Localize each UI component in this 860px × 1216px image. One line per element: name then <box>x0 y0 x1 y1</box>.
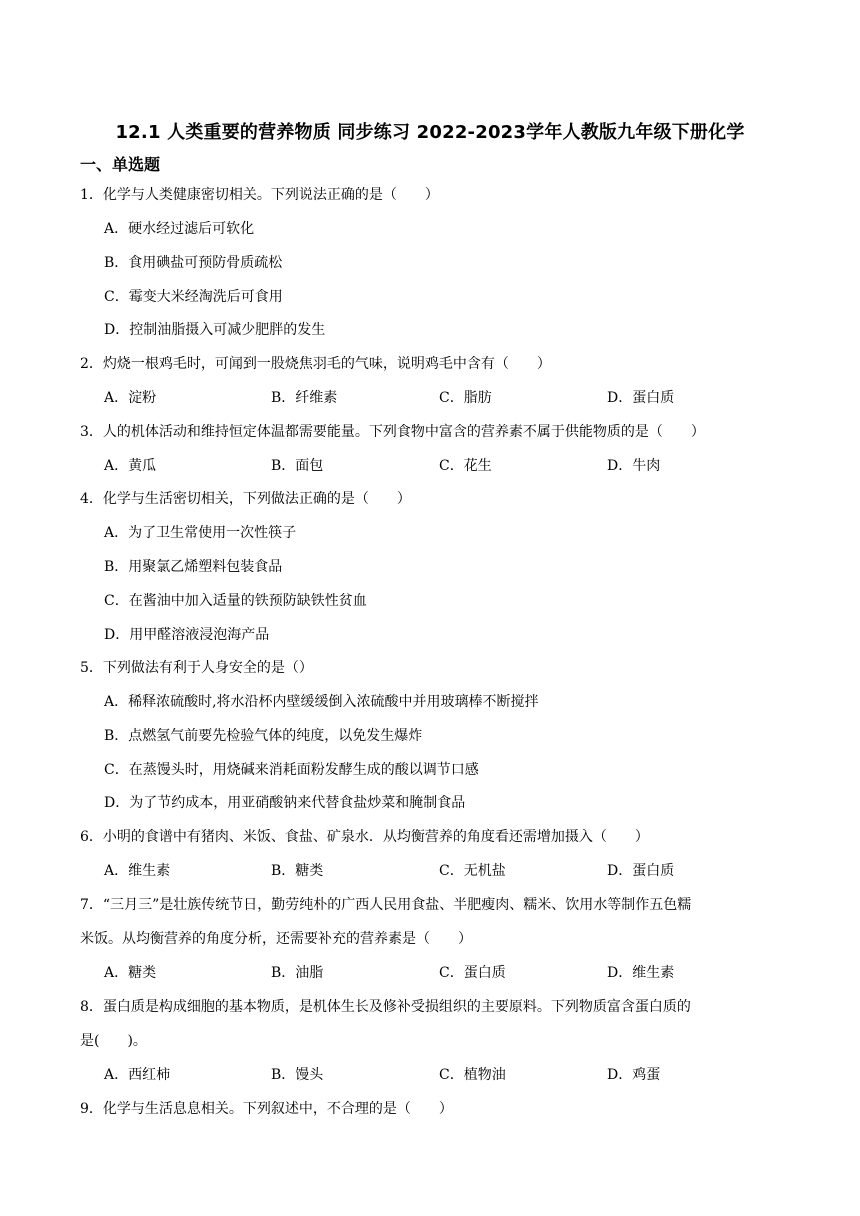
question-8-option-d: D．鸡蛋 <box>607 1067 661 1083</box>
question-3-option-a: A．黄瓜 <box>104 458 157 474</box>
question-1-option-c: C．霉变大米经淘洗后可食用 <box>104 289 283 305</box>
question-2-option-d: D．蛋白质 <box>607 390 675 406</box>
question-6-option-c: C．无机盐 <box>439 863 506 879</box>
question-4-stem: 4．化学与生活密切相关，下列做法正确的是（ ） <box>80 491 411 507</box>
question-8-option-a: A．西红柿 <box>104 1067 171 1083</box>
question-6-option-b: B．糖类 <box>271 863 324 879</box>
question-1-option-d: D．控制油脂摄入可减少肥胖的发生 <box>104 322 326 338</box>
question-1-option-b: B．食用碘盐可预防骨质疏松 <box>104 255 283 271</box>
question-4-option-b: B．用聚氯乙烯塑料包装食品 <box>104 559 283 575</box>
question-3-stem: 3．人的机体活动和维持恒定体温都需要能量。下列食物中富含的营养素不属于供能物质的是（ ） <box>80 424 705 440</box>
question-8-stem-line-2: 是( )。 <box>80 1033 147 1049</box>
question-7-option-b: B．油脂 <box>271 965 324 981</box>
question-6-stem: 6．小明的食谱中有猪肉、米饭、食盐、矿泉水．从均衡营养的角度看还需增加摄入（ ） <box>80 829 649 845</box>
question-8-stem-line-1: 8．蛋白质是构成细胞的基本物质，是机体生长及修补受损组织的主要原料。下列物质富含蛋白质的 <box>80 999 691 1015</box>
question-3-option-d: D．牛肉 <box>607 458 661 474</box>
question-4-option-d: D．用甲醛溶液浸泡海产品 <box>104 627 270 643</box>
question-7-option-d: D．维生素 <box>607 965 675 981</box>
question-1-option-a: A．硬水经过滤后可软化 <box>104 221 255 237</box>
question-2-option-b: B．纤维素 <box>271 390 338 406</box>
question-5-option-a: A．稀释浓硫酸时,将水沿杯内壁缓缓倒入浓硫酸中并用玻璃棒不断搅拌 <box>104 694 539 710</box>
section-heading: 一、单选题 <box>80 155 161 174</box>
question-5-option-d: D．为了节约成本，用亚硝酸钠来代替食盐炒菜和腌制食品 <box>104 795 466 811</box>
question-8-option-c: C．植物油 <box>439 1067 506 1083</box>
question-2-option-a: A．淀粉 <box>104 390 157 406</box>
question-6-option-a: A．维生素 <box>104 863 171 879</box>
question-7-stem-line-1: 7．“三月三”是壮族传统节日，勤劳纯朴的广西人民用食盐、半肥瘦肉、糯米、饮用水等制作五色糯 <box>80 897 692 913</box>
question-5-option-b: B．点燃氢气前要先检验气体的纯度，以免发生爆炸 <box>104 728 423 744</box>
page-title: 12.1 人类重要的营养物质 同步练习 2022-2023学年人教版九年级下册化学 <box>115 122 745 143</box>
question-2-option-c: C．脂肪 <box>439 390 492 406</box>
question-7-option-a: A．糖类 <box>104 965 157 981</box>
question-7-option-c: C．蛋白质 <box>439 965 506 981</box>
question-3-option-c: C．花生 <box>439 458 492 474</box>
question-5-stem: 5．下列做法有利于人身安全的是（） <box>80 660 313 676</box>
question-5-option-c: C．在蒸馒头时，用烧碱来消耗面粉发酵生成的酸以调节口感 <box>104 762 479 778</box>
question-9-stem: 9．化学与生活息息相关。下列叙述中，不合理的是（ ） <box>80 1101 453 1117</box>
question-4-option-a: A．为了卫生常使用一次性筷子 <box>104 525 297 541</box>
question-4-option-c: C．在酱油中加入适量的铁预防缺铁性贫血 <box>104 593 367 609</box>
question-6-option-d: D．蛋白质 <box>607 863 675 879</box>
question-1-stem: 1．化学与人类健康密切相关。下列说法正确的是（ ） <box>80 187 439 203</box>
question-2-stem: 2．灼烧一根鸡毛时，可闻到一股烧焦羽毛的气味，说明鸡毛中含有（ ） <box>80 356 551 372</box>
question-8-option-b: B．馒头 <box>271 1067 324 1083</box>
question-3-option-b: B．面包 <box>271 458 324 474</box>
question-7-stem-line-2: 米饭。从均衡营养的角度分析，还需要补充的营养素是（ ） <box>80 931 472 947</box>
